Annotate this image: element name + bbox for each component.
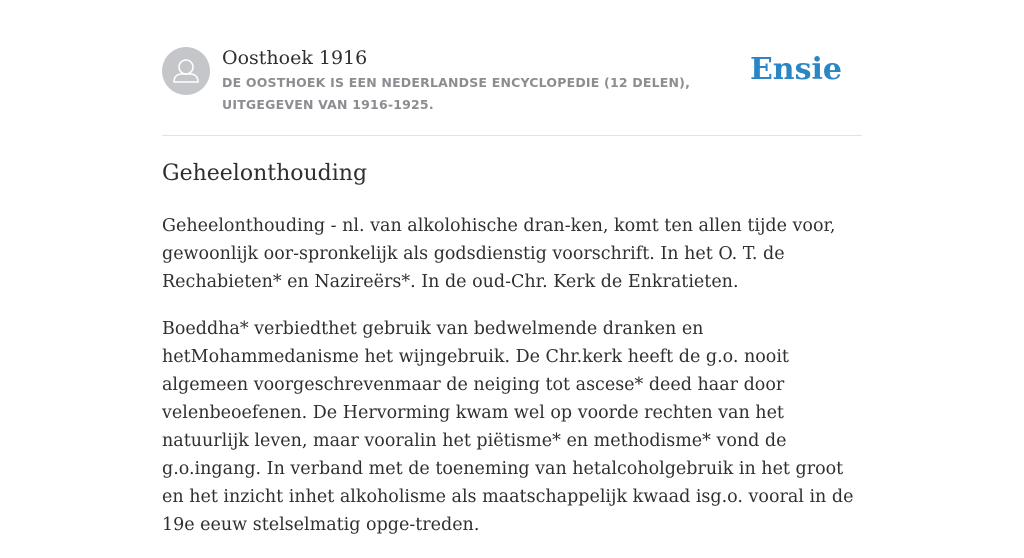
user-placeholder-icon xyxy=(162,47,210,95)
article-paragraph: Boeddha* verbiedthet gebruik van bedwelmende dranken en hetMohammedanisme het wijngebruik. De Chr.kerk heeft de g.o. nooit algemeen voorgeschrevenmaar de neiging tot ascese* deed haar door velenbeoefenen. De Hervorming kwam wel op voorde rechten van het natuurlijk leven, maar vooralin het piëtisme* en methodisme* vond de g.o.ingang. In verband met de toeneming van hetalcoholgebruik in het groot en het inzicht inhet alkoholisme als maatschappelijk kwaad isg.o. vooral in de 19e eeuw stelselmatig opge-treden. xyxy=(162,319,854,535)
source-name[interactable]: Oosthoek 1916 xyxy=(222,47,368,69)
ensie-logo[interactable]: Ensie xyxy=(749,52,842,87)
source-header xyxy=(162,46,862,116)
header-divider xyxy=(162,135,862,136)
article-body xyxy=(162,212,867,558)
source-avatar[interactable] xyxy=(162,47,210,95)
entry-title: Geheelonthouding xyxy=(162,161,368,186)
source-description: DE OOSTHOEK IS EEN NEDERLANDSE ENCYCLOPEDIE (12 DELEN), UITGEGEVEN VAN 1916-1925. xyxy=(222,75,691,112)
article-paragraph: Geheelonthouding - nl. van alkolohische dran-ken, komt ten allen tijde voor, gewoonlijk oor-spronkelijk als godsdienstig voorschrift. In het O. T. de Rechabieten* en Nazireërs*. In de oud-Chr. Kerk de Enkratieten. xyxy=(162,216,836,292)
